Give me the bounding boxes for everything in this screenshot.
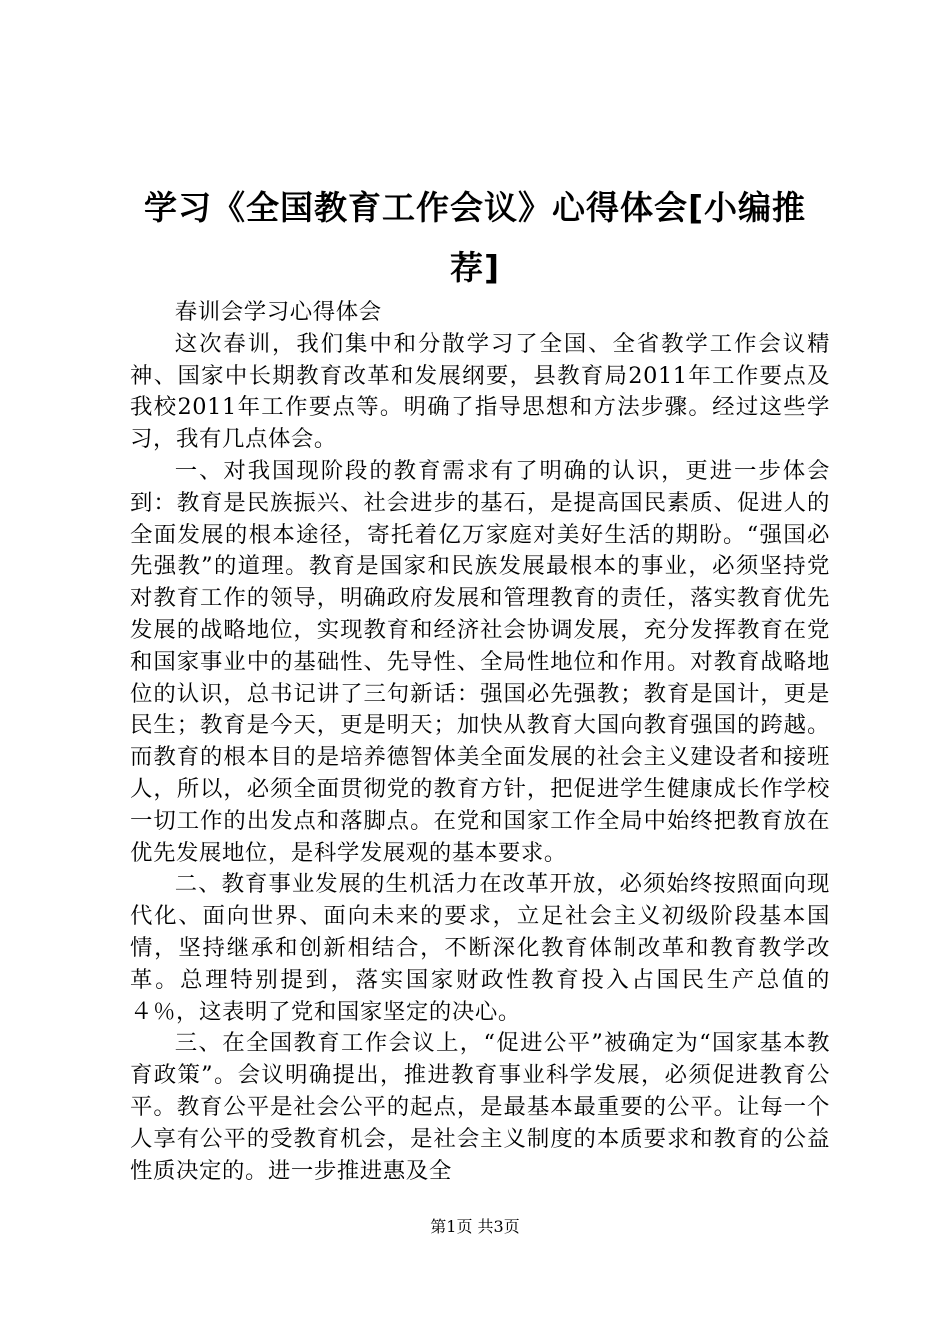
body-paragraph-point-two: 二、教育事业发展的生机活力在改革开放，必须始终按照面向现代化、面向世界、面向未来的要求，立足社会主义初级阶段基本国情，坚持继承和创新相结合，不断深化教育体制改革和教育教学改革。总理特别提到，落实国家财政性教育投入占国民生产总值的４％，这表明了党和国家坚定的决心。 [130,871,830,1025]
body-paragraph-intro: 这次春训，我们集中和分散学习了全国、全省教学工作会议精神、国家中长期教育改革和发展纲要，县教育局2011年工作要点及我校2011年工作要点等。明确了指导思想和方法步骤。经过这些学习，我有几点体会。 [130,330,830,453]
page-number-label: 第1页 共3页 [430,1217,520,1236]
subtitle-paragraph: 春训会学习心得体会 [174,299,382,325]
body-paragraph-point-one: 一、对我国现阶段的教育需求有了明确的认识，更进一步体会到：教育是民族振兴、社会进步的基石，是提高国民素质、促进人的全面发展的根本途径，寄托着亿万家庭对美好生活的期盼。“强国必先强教”的道理。教育是国家和民族发展最根本的事业，必须坚持党对教育工作的领导，明确政府发展和管理教育的责任，落实教育优先发展的战略地位，实现教育和经济社会协调发展，充分发挥教育在党和国家事业中的基础性、先导性、全局性地位和作用。对教育战略地位的认识，总书记讲了三句新话：强国必先强教；教育是国计，更是民生；教育是今天，更是明天；加快从教育大国向教育强国的跨越。而教育的根本目的是培养德智体美全面发展的社会主义建设者和接班人，所以，必须全面贯彻党的教育方针，把促进学生健康成长作学校一切工作的出发点和落脚点。在党和国家工作全局中始终把教育放在优先发展地位，是科学发展观的基本要求。 [130,457,830,866]
document-title: 学习《全国教育工作会议》心得体会[小编推荐] [143,188,807,287]
page-footer [0,1217,950,1237]
document-body [130,297,830,1187]
body-paragraph-point-three: 三、在全国教育工作会议上，“促进公平”被确定为“国家基本教育政策”。会议明确提出，推进教育事业科学发展，必须促进教育公平。教育公平是社会公平的起点，是最基本最重要的公平。让每一个人享有公平的受教育机会，是社会主义制度的本质要求和教育的公益性质决定的。进一步推进惠及全 [130,1030,830,1184]
